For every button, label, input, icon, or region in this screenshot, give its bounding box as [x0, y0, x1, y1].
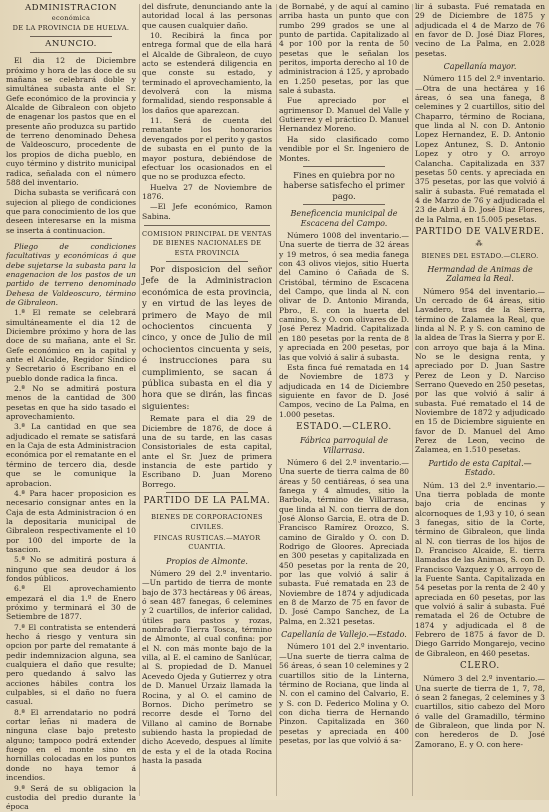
paragraph: Núm. 13 del 2.º inventario.—Una tierra poblada de monte bajo cria de encinas y alcornoques de 1,93 y 10, ó sean 3 fanegas, sitio de la Corte, término de Gibraleon, que linda al N. con tierras de los hijos de D. Francisco Alcaide, E. tierra llamadas de las Animas, S. con D. Francisco Vazquez y O. arroyo de la Fuente Santa. Capitalizada en 54 pesetas por la renta de 2 40 y apreciada en 60 pesetas, por las que volvió á salir á subasta. Fué rematada el 26 de Octubre de 1874 y adjudicada el 8 de Febrero de 1875 á favor de D. Diego Garrido Mongarejo, vecino de Gibraleon, en 460 pesetas. — [415, 480, 545, 658]
property-heading: Beneficencia municipal de Escacena del Campo. — [290, 209, 398, 228]
date-line: Huelva 27 de Noviembre de 1876. — [142, 182, 272, 201]
separator — [166, 261, 248, 262]
separator — [303, 166, 385, 167]
paragraph: del disfrute, denunciando ante la autoridad local á las personas que causen cualquier daño. — [142, 2, 272, 30]
condition: 2.ª No se admitirá postura menos de la cantidad de 300 pesetas en que ha sido tasado el aprovechamiento. — [6, 384, 136, 422]
paragraph: Número 6 del 2.º inventario.—Una suerte de tierra calma de 80 áreas y 50 centiáreas, ó sea una fanega y 4 almudes, sitio la Barbola, término de Villarrasa, que linda al N. con tierra de don José Alonso Garcia, E. otra de D. Francisco Ramírez Orozco, S. camino de Giraldo y O. con D. Rodrigo de Gloores. Apreciada en 300 pesetas y capitalizada en 450 pesetas por la renta de 20, por las que volvió á salir á subasta. Fué rematada en 23 de Noviembre de 1874 y adjudicada en 8 de Marzo de 75 en favor de D. José Campo Sanchez, de La Palma, en 2.321 pesetas. — [279, 457, 409, 626]
separator — [303, 204, 385, 205]
paragraph: Dicha subasta se verificará con sujecion al pliego de condiciones que para conocimiento de los que deseen interesarse en la misma se inserta á continuacion. — [6, 188, 136, 235]
section-subheader: DE LA PROVINCIA DE HUELVA. — [12, 23, 130, 32]
signature: —El Jefe económico, Ramon Sabina. — [142, 202, 272, 221]
condition: 11. Será de cuenta del rematante los honorarios devengados por el perito y gastos de subasta en el punto de la mayor postura, debiéndose de efectuar los ocasionados en el que no se produzca efecto. — [142, 116, 272, 182]
property-heading: Capellanía de Vallejo.—Estado. — [281, 630, 407, 640]
column-1 — [6, 2, 136, 812]
paragraph: Número 954 del inventario.—Un cercado de 64 áreas, sitio Lavadero, tras de la Sierra, término de Zalamea la Real, que linda al N. P. y S. con camino de la aldea de Tras la Sierra y por E. con arroyo que baja á la Mina. No se le designa renta, y apreciado por D. Juan Sastre Perez de Leon y D. Narciso Serrano Quevedo en 250 pesetas, por las que volvió á salir á subasta. Fué rematado el 14 de Noviembre de 1872 y adjudicado en 15 de Diciembre siguiente en favor de D. Manuel del Amo Perez de Leon, vecino de Zalamea, en 1.510 pesetas. — [415, 286, 545, 455]
category-subtitle: FINCAS RUSTICAS.—MAYOR CUANTIA. — [153, 534, 261, 552]
separator — [30, 52, 112, 53]
separator — [166, 492, 248, 493]
section-heading: CLERO. — [460, 661, 500, 672]
condition: 6.ª El aprovechamiento empezará el dia 1.º de Enero próximo y terminará el 30 de Setiembre de 1877. — [6, 584, 136, 622]
property-heading: Hermandad de Animas de Zalamea la Real. — [427, 264, 533, 284]
paragraph: El dia 12 de Diciembre próximo y hora de las doce de su mañana se celebrará doble y simultánea subasta ante el Sr. Gefe económico de la provincia y Alcalde de Gibraleon con objeto de enagenar los pastos que en el presente año produzca su partido de terreno denominado Dehesa de Valdeoscuro, procedente de los propios de dicha pueblo, en cuyo término y distrito municipal radica, señalada con el número 588 del inventario. — [6, 56, 136, 187]
property-heading: Capellanía mayor. — [443, 62, 517, 72]
condition: 3.ª La cantidad en que sea adjudicado el remate se satisfará en la Caja de esta Administracion económica por el rematante en el término de tercero dia, desde que se le comunique la aprobacion. — [6, 422, 136, 488]
separator — [30, 238, 112, 239]
paragraph: Por disposicion del señor Jefe de la Administracion económica de esta provincia, y en virtud de las leyes de primero de Mayo de mil ochocientos cincuenta y cinco, y once de Julio de mil ochocientos cincuenta y seis, é instrucciones para su cumplimiento, se sacan á pública subasta en el dia y hora que se dirán, las fincas siguientes: — [142, 264, 272, 412]
condition: 8.ª El arrendatario no podrá cortar leñas ni madera de ninguna clase bajo pretesto alguno; tampoco podrá extender fuego en el monte sino en hornillas colocadas en los puntos donde no haya temor á incendios. — [6, 707, 136, 783]
section-heading: Fines en quiebra por no haberse satisfecho el primer pago. — [283, 169, 405, 201]
paragraph: Ha sido clasificado como vendible por el Sr. Ingeniero de Montes. — [279, 134, 409, 163]
category-title: BIENES DE CORPORACIONES CIVILES. — [151, 513, 263, 531]
separator — [144, 225, 270, 226]
ornament: ⁂ — [475, 240, 485, 249]
condition: 5.ª No se admitirá postura á ninguno que sea deudor á los fondos públicos. — [6, 555, 136, 583]
condition: 9.ª Será de su obligacion la custodia del predio durante la época — [6, 783, 136, 812]
column-divider — [139, 4, 140, 796]
commission-title: COMISION PRINCIPAL DE VENTAS DE BIENES NACIONALES DE ESTA PROVINCIA — [142, 229, 272, 257]
condition: 7.ª El contratista se entenderá hecho á riesgo y ventura sin opcion por parte del rematante á pedir indemnizacion alguna, sea cualquiera el daño que resulte; pero quedando á salvo las acciones hábiles contra los culpables, si el daño no fuera casual. — [6, 622, 136, 707]
column-4 — [415, 2, 545, 798]
category-title: BIENES DEL ESTADO.—CLERO. — [421, 251, 539, 260]
condition: 4.ª Para hacer proposicion es necesario consignar antes en la Caja de esta Administracion ó en la depositaria municipal de Gibraleon respectivamente el 10 por 100 del importe de la tasacion. — [6, 488, 136, 554]
separator — [166, 509, 248, 510]
notice-title: ANUNCIO. — [45, 39, 97, 50]
column-divider — [412, 4, 413, 796]
paragraph: Número 115 del 2.º inventario.—Otra de una hectárea y 16 áreas, ó sea una fanega, 8 celemines y 2 cuartillos, sitio del Chaparro, término de Rociana, que linda al N. con D. Antonio Lopez Hernandez, E. D. Antonio Lopez Antunez, S. D. Antonio Lopez y otro y O. arroyo Calancha. Capitalizada en 337 pesetas 50 cents. y apreciada en 375 pesetas, por las que volvió á salir á subasta. Fué rematada el 4 de Marzo de 76 y adjudicada el 23 de Abril á D. José Diaz Flores, de la Palma, en 15.005 pesetas. — [415, 74, 545, 224]
column-divider — [276, 4, 277, 796]
paragraph: Número 29 del 2.º inventario.—Un partido de tierra de monte bajo de 373 hectáreas y 06 áreas, ó sean 487 fanegas, 6 celemines y 2 cuartillos, de inferior calidad, útiles para pastos y rozas, nombrado Tierra Tosca, término de Almonte, al cual confina: por el N. con más monte bajo de la villa, al E. el camino de Sanlúcar, al S. propiedad de D. Manuel Acevedo Ojeda y Gutierrez y otra de D. Manuel Urzaiz llamada la Rocina, y al O. el camino de Bornos. Dicho perímetro se recorre desde el Torno del Villano al camino de Bornabe subiendo hasta la propiedad de dicho Acevedo, despues al límite de esta y el de la otada Rocina hasta la pasada — [142, 569, 272, 765]
conditions-title: Pliego de condiciones facultativas y económicas á que debe sujetarse la subasta para la enagenacion de los pastos de un partido de terreno denominado Dehesa de Valdeoscuro, término de Gibraleon. — [6, 241, 136, 307]
property-heading: Propios de Almonte. — [166, 556, 248, 566]
section-heading: ESTADO.—CLERO. — [296, 421, 392, 432]
column-2 — [142, 2, 272, 798]
paragraph: Esta finca fué rematada en 14 de Noviembre de 1873 y adjudicada en 14 de Diciembre siguiente en favor de D. José Campos, vecino de La Palma, en 1.000 pesetas. — [279, 362, 409, 419]
column-3 — [279, 2, 409, 798]
paragraph: lir á subasta. Fué rematada en 29 de Diciembre de 1875 y adjudicada el 4 de Marzo de 76 en favor de D. José Diaz Flores, vecino de La Palma, en 2.028 pesetas. — [415, 2, 545, 58]
paragraph: Número 101 del 2.º inventario.—Una suerte de tierra calma de 56 áreas, ó sean 10 celemines y 2 cuartillos sitio de la Linterna, término de Rociana, que linda al N. con el camino del Calvario, E. y S. con D. Federico Molina y O. con dicha tierra de Hernando Pinzon. Capitalizada en 360 pesetas y apreciada en 400 pesetas, por las que volvió á sa- — [279, 642, 409, 745]
paragraph: Número 3 del 2.º inventario.—Una suerte de tierra de 1, 7, 78, ó sean 2 fanegas, 2 celemines y 3 cuartillos, sitio cabezo del Moro ó valle del Gramadillo, término de Gibraleon, que linda por N. con herederos de D. José Zamorano, E. y O. con here- — [415, 674, 545, 749]
paragraph: Fue apreciado por el agrimensor D. Manuel del Valle y Gutierrez y el práctico D. Manuel Hernandez Moreno. — [279, 96, 409, 134]
district-title: PARTIDO DE VALVERDE. — [415, 226, 545, 237]
district-title: PARTIDO DE LA PALMA. — [143, 495, 271, 506]
separator — [30, 36, 112, 37]
property-heading: Partido de esta Capital.—Estado. — [428, 458, 532, 478]
paragraph: Remate para el dia 29 de Diciembre de 1876, de doce á una de su tarde, en las casas Consistoriales de esta capital, ante el Sr. Juez de primera instancia de este partido y Escribano D. Juan Moreno Borrego. — [142, 414, 272, 489]
paragraph: de Bornabé, y de aquí al camino arriba hasta un punto que con rumbo 299 grados se une al punto de partida. Capitalizado al 4 por 100 por la renta de 50 pesetas que le señalan los peritos, importa derecho al 10 de administracion á 125, y aprobado en 1.250 pesetas, por las que sale á subasta. — [279, 2, 409, 96]
section-header: ADMINISTRACION — [24, 3, 118, 13]
section-subheader: económica — [51, 14, 91, 23]
condition: 10. Recibirá la finca por entrega formal que de ella hará el Alcalde de Gibraleon, de cuyo acto se estenderá diligencia en que conste su estado, y terminado el aprovechamiento, la devolverá con la misma formalidad, siendo responsable á los daños que aparezcan. — [142, 31, 272, 115]
property-heading: Fábrica parroquial de Villarrasa. — [300, 436, 388, 455]
paragraph: Número 1008 del inventario.—Una suerte de tierra de 32 áreas y 19 metros, ó sea media fanega con 43 olivos viejos, sitio Huerta del Camino ó Cañada de S. Cristóbal, término de Escacena del Campo, que linda al N. con olivar de D. Antonio Miranda, Pbro., E. con la huerta del camino, S. y O. con olivares de D. José Perez Madrid. Capitalizada en 180 pesetas por la renta de 8 y apreciada en 200 pesetas, por las que volvió á salir á subasta. — [279, 231, 409, 362]
condition: 1.ª El remate se celebrará simultáneamente el dia 12 de Diciembre próximo y hora de las doce de su mañana, ante el Sr. Gefe económico en la capital y ante el Alcalde, Regidor Síndico y Secretario ó Escribano en el pueblo donde radica la finca. — [6, 308, 136, 383]
